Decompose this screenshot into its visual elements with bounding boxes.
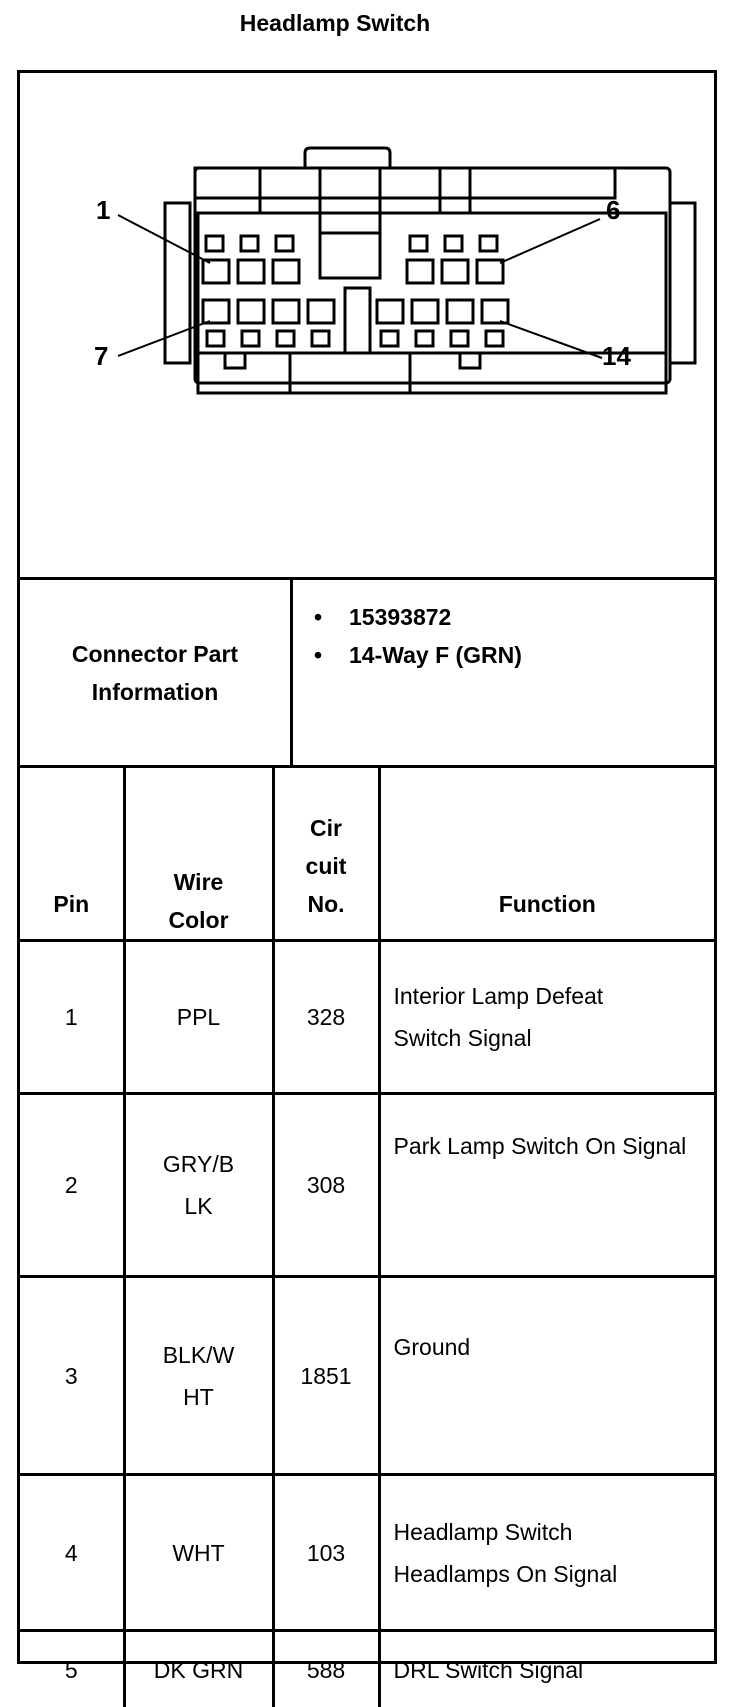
connector-type: • 14-Way F (GRN) [296,636,522,674]
connector-part-info [20,580,714,768]
function-cell: DRL Switch Signal [379,1631,714,1707]
header-wire-color: Wire Color [124,768,273,941]
circuit-cell: 1851 [273,1277,379,1475]
function-cell: Ground [379,1277,714,1475]
function-cell: Park Lamp Switch On Signal [379,1094,714,1277]
part-info-label: Connector Part Information [20,580,293,765]
connector-face-drawing [20,73,714,577]
right-latch [670,203,695,363]
lock-tab [305,148,390,168]
connector-diagram [20,73,714,580]
part-number: • 15393872 [296,598,522,636]
pin-cell: 2 [20,1094,124,1277]
pin-cell: 4 [20,1475,124,1631]
pin-label-1: 1 [96,195,110,225]
center-key [320,168,380,278]
circuit-cell: 588 [273,1631,379,1707]
pin-cell: 3 [20,1277,124,1475]
center-post [345,288,370,353]
connector-sheet [17,70,717,1664]
wire-color-cell: GRY/B LK [124,1094,273,1277]
wire-color-cell: PPL [124,941,273,1094]
table-header-row [20,768,714,941]
header-circuit: Cir cuit No. [273,768,379,941]
left-latch [165,203,190,363]
table-row [20,1631,714,1707]
pin-label-7: 7 [94,341,108,371]
cavity-grid [203,236,508,346]
header-function: Function [379,768,714,941]
circuit-cell: 328 [273,941,379,1094]
wire-color-cell: DK GRN [124,1631,273,1707]
page-title: Headlamp Switch [0,10,670,37]
pin-label-6: 6 [606,195,620,225]
header-pin: Pin [20,768,124,941]
pin-label-14: 14 [602,341,631,371]
circuit-cell: 308 [273,1094,379,1277]
table-row [20,1277,714,1475]
table-row [20,941,714,1094]
top-rail [195,168,615,198]
wire-color-cell: BLK/W HT [124,1277,273,1475]
function-cell: Interior Lamp Defeat Switch Signal [379,941,714,1094]
table-row [20,1094,714,1277]
pinout-table [20,768,714,1707]
part-info-list [296,598,522,674]
table-row [20,1475,714,1631]
bottom-skirt [198,353,666,393]
pin-cell: 1 [20,941,124,1094]
function-cell: Headlamp Switch Headlamps On Signal [379,1475,714,1631]
pin-cell: 5 [20,1631,124,1707]
circuit-cell: 103 [273,1475,379,1631]
wire-color-cell: WHT [124,1475,273,1631]
